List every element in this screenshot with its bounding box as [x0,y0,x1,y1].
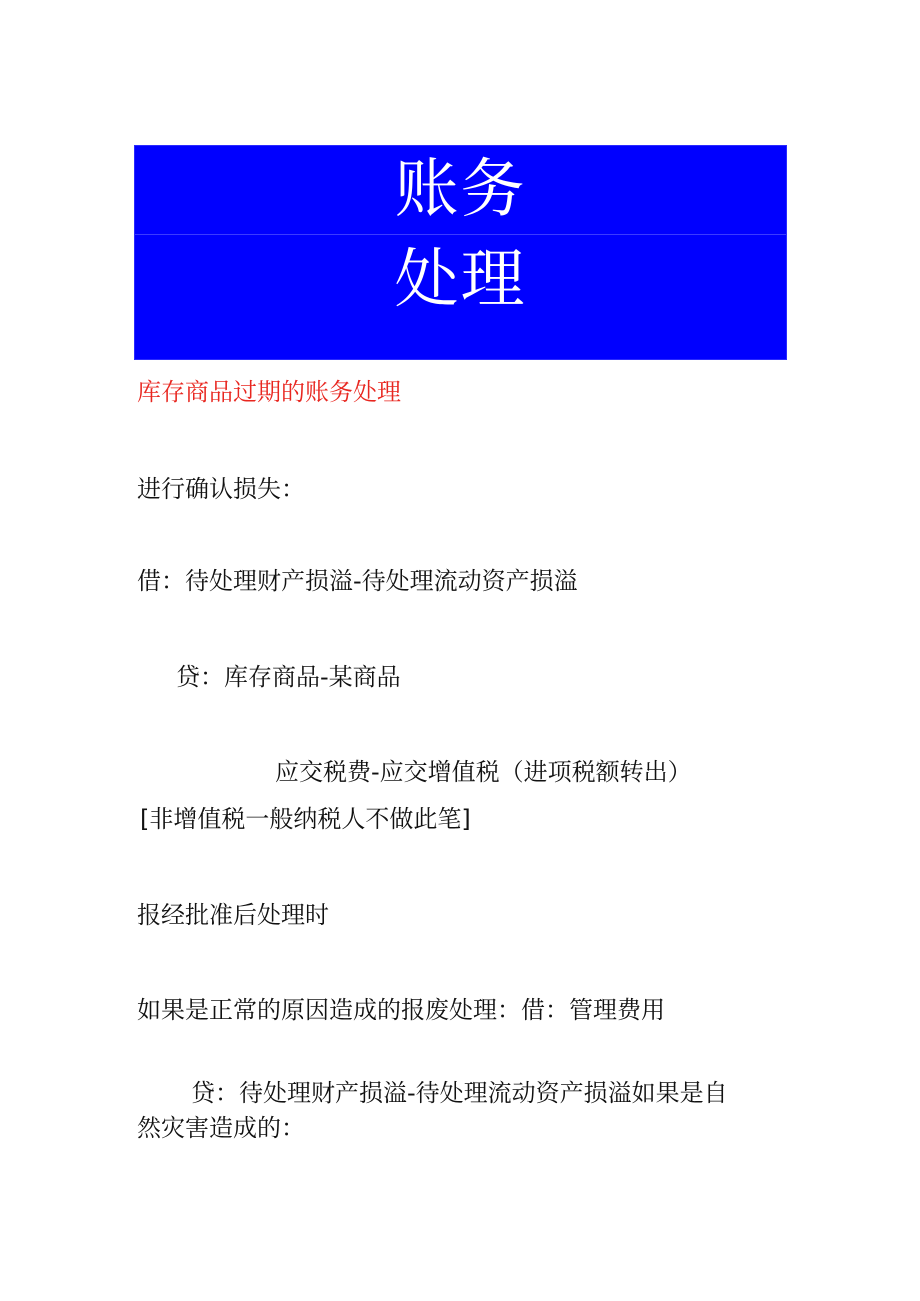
note-text: [非增值税一般纳税人不做此笔] [140,805,471,833]
credit-entry-2-text: 贷：待处理财产损溢-待处理流动资产损溢如果是自 [191,1079,728,1107]
vat-entry-text: 应交税费-应交增值税（进项税额转出） [275,758,692,786]
debit-entry-text: 借：待处理财产损溢-待处理流动资产损溢 [137,567,578,595]
confirm-loss-text: 进行确认损失： [137,475,305,503]
normal-cause-text: 如果是正常的原因造成的报废处理：借：管理费用 [137,996,665,1024]
credit-entry-text: 贷：库存商品-某商品 [176,663,401,691]
approval-text: 报经批准后处理时 [137,901,329,929]
banner-title-line-2: 处理 [394,243,527,317]
banner-title-line-1: 账务 [394,153,527,227]
credit-entry-2-continuation: 然灾害造成的： [137,1114,305,1142]
title-banner [134,145,787,360]
section-subtitle: 库存商品过期的账务处理 [137,378,401,406]
banner-divider [135,234,786,235]
